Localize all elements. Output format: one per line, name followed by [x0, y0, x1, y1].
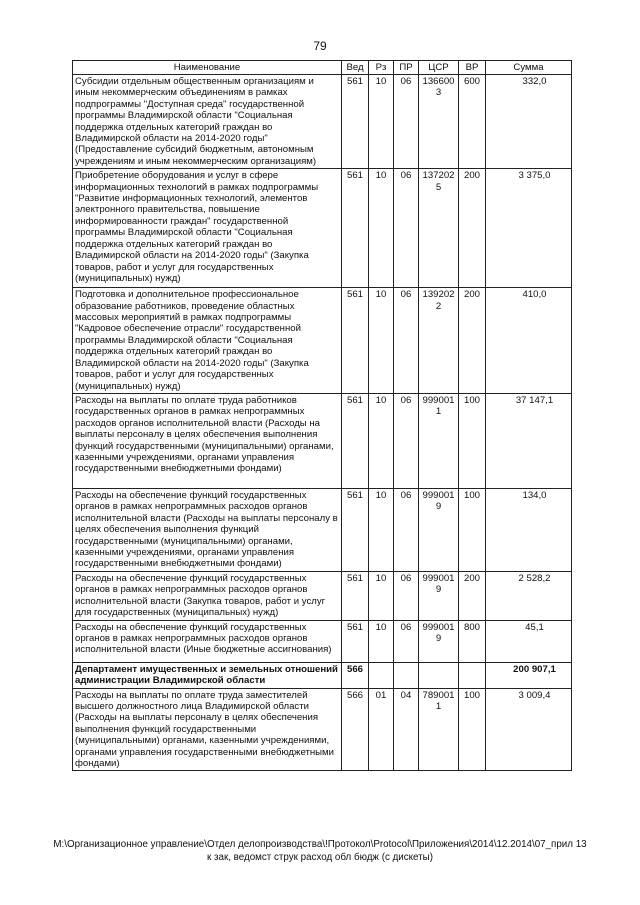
header-ved: Вед: [342, 61, 369, 75]
row-pr: 04: [394, 688, 419, 771]
header-rz: Рз: [369, 61, 394, 75]
row-vr: 200: [459, 571, 486, 620]
header-csr: ЦСР: [419, 61, 459, 75]
table-header-row: [73, 61, 572, 75]
row-rz: 10: [369, 393, 394, 488]
row-sum: 2 528,2: [486, 571, 572, 620]
row-vr: 800: [459, 620, 486, 662]
row-rz: 01: [369, 688, 394, 771]
row-ved: 561: [342, 393, 369, 488]
row-ved: 566: [342, 688, 369, 771]
row-ved: 561: [342, 169, 369, 288]
header-sum: Сумма: [486, 61, 572, 75]
table-row: [73, 169, 572, 288]
row-sum: 134,0: [486, 488, 572, 571]
row-name: Департамент имущественных и земельных отношений администрации Владимирской области: [73, 662, 342, 688]
row-ved: 561: [342, 620, 369, 662]
budget-table: [72, 60, 572, 771]
row-ved: 566: [342, 662, 369, 688]
row-csr: [419, 662, 459, 688]
row-name: Приобретение оборудования и услуг в сфере информационных технологий в рамках подпрограммы "Развитие информационных технологий, элементов электронного правительства, повышение информированности граждан" государственной программы Владимирской области "Социальная поддержка отдельных категорий граждан во Владимирской области на 2014-2020 годы" (Закупка товаров, работ и услуг для государственных (муниципальных) нужд): [73, 169, 342, 288]
row-rz: [369, 662, 394, 688]
row-name: Расходы на выплаты по оплате труда заместителей высшего должностного лица Владимирской области (Расходы на выплаты персоналу в целях обеспечения выполнения функций государственными (муниципальными) органами, казенными учреждениями, органами управления государственными внебюджетными фондами): [73, 688, 342, 771]
row-sum: 200 907,1: [486, 662, 572, 688]
row-pr: 06: [394, 488, 419, 571]
row-sum: 37 147,1: [486, 393, 572, 488]
row-sum: 45,1: [486, 620, 572, 662]
row-vr: [459, 662, 486, 688]
header-name: Наименование: [73, 61, 342, 75]
row-pr: 06: [394, 571, 419, 620]
row-vr: 100: [459, 488, 486, 571]
table-row: [73, 571, 572, 620]
table-row: [73, 688, 572, 771]
header-pr: ПР: [394, 61, 419, 75]
row-csr: 7890011: [419, 688, 459, 771]
row-pr: 06: [394, 288, 419, 394]
row-ved: 561: [342, 488, 369, 571]
row-rz: 10: [369, 169, 394, 288]
row-pr: [394, 662, 419, 688]
row-rz: 10: [369, 288, 394, 394]
table-row: [73, 288, 572, 394]
row-csr: 1372025: [419, 169, 459, 288]
row-csr: 1366003: [419, 75, 459, 169]
row-rz: 10: [369, 488, 394, 571]
row-ved: 561: [342, 288, 369, 394]
row-vr: 200: [459, 288, 486, 394]
table-row: [73, 620, 572, 662]
row-csr: 9990011: [419, 393, 459, 488]
row-sum: 410,0: [486, 288, 572, 394]
row-name: Субсидии отдельным общественным организациям и иным некоммерческим объединениям в рамках подпрограммы "Доступная среда" государственной программы Владимирской области "Социальная поддержка отдельных категорий граждан во Владимирской области на 2014-2020 годы" (Предоставление субсидий бюджетным, автономным учреждениям и иным некоммерческим организациям): [73, 75, 342, 169]
row-name: Расходы на выплаты по оплате труда работников государственных органов в рамках непрограммных расходов органов исполнительной власти (Расходы на выплаты персоналу в целях обеспечения выполнения функций государственными (муниципальными) органами, казенными учреждениями, органами управления государственными внебюджетными фондами): [73, 393, 342, 488]
row-csr: 1392022: [419, 288, 459, 394]
row-ved: 561: [342, 571, 369, 620]
row-sum: 3 375,0: [486, 169, 572, 288]
row-name: Расходы на обеспечение функций государственных органов в рамках непрограммных расходов органов исполнительной власти (Иные бюджетные ассигнования): [73, 620, 342, 662]
footer-path-line: M:\Организационное управление\Отдел делопроизводства\!Протокол\Protocol\Приложения\2014\12.2014\07_прил 13: [53, 839, 587, 850]
row-pr: 06: [394, 620, 419, 662]
row-name: Подготовка и дополнительное профессиональное образование работников, проведение областных массовых мероприятий в рамках подпрограммы "Кадровое обеспечение отрасли" государственной программы Владимирской области "Социальная поддержка отдельных категорий граждан во Владимирской области на 2014-2020 годы" (Закупка товаров, работ и услуг для государственных (муниципальных) нужд): [73, 288, 342, 394]
row-vr: 600: [459, 75, 486, 169]
table-row-department: [73, 662, 572, 688]
row-pr: 06: [394, 169, 419, 288]
header-vr: ВР: [459, 61, 486, 75]
page-number: 79: [313, 39, 327, 53]
table-row: [73, 488, 572, 571]
row-ved: 561: [342, 75, 369, 169]
row-csr: 9990019: [419, 620, 459, 662]
row-sum: 332,0: [486, 75, 572, 169]
row-rz: 10: [369, 620, 394, 662]
row-vr: 100: [459, 393, 486, 488]
row-name: Расходы на обеспечение функций государственных органов в рамках непрограммных расходов органов исполнительной власти (Расходы на выплаты персоналу в целях обеспечения выполнения функций государственными (муниципальными) органами, казенными учреждениями, органами управления государственными внебюджетными фондами): [73, 488, 342, 571]
row-name: Расходы на обеспечение функций государственных органов в рамках непрограммных расходов органов исполнительной власти (Закупка товаров, работ и услуг для государственных (муниципальных) нужд): [73, 571, 342, 620]
row-rz: 10: [369, 571, 394, 620]
row-rz: 10: [369, 75, 394, 169]
row-csr: 9990019: [419, 488, 459, 571]
row-pr: 06: [394, 75, 419, 169]
row-vr: 200: [459, 169, 486, 288]
row-sum: 3 009,4: [486, 688, 572, 771]
table-row: [73, 393, 572, 488]
row-vr: 100: [459, 688, 486, 771]
file-path-footer: [0, 838, 640, 864]
row-pr: 06: [394, 393, 419, 488]
footer-description-line: к зак, ведомст струк расход обл бюдж (с дискеты): [207, 852, 433, 863]
table-row: [73, 75, 572, 169]
row-csr: 9990019: [419, 571, 459, 620]
